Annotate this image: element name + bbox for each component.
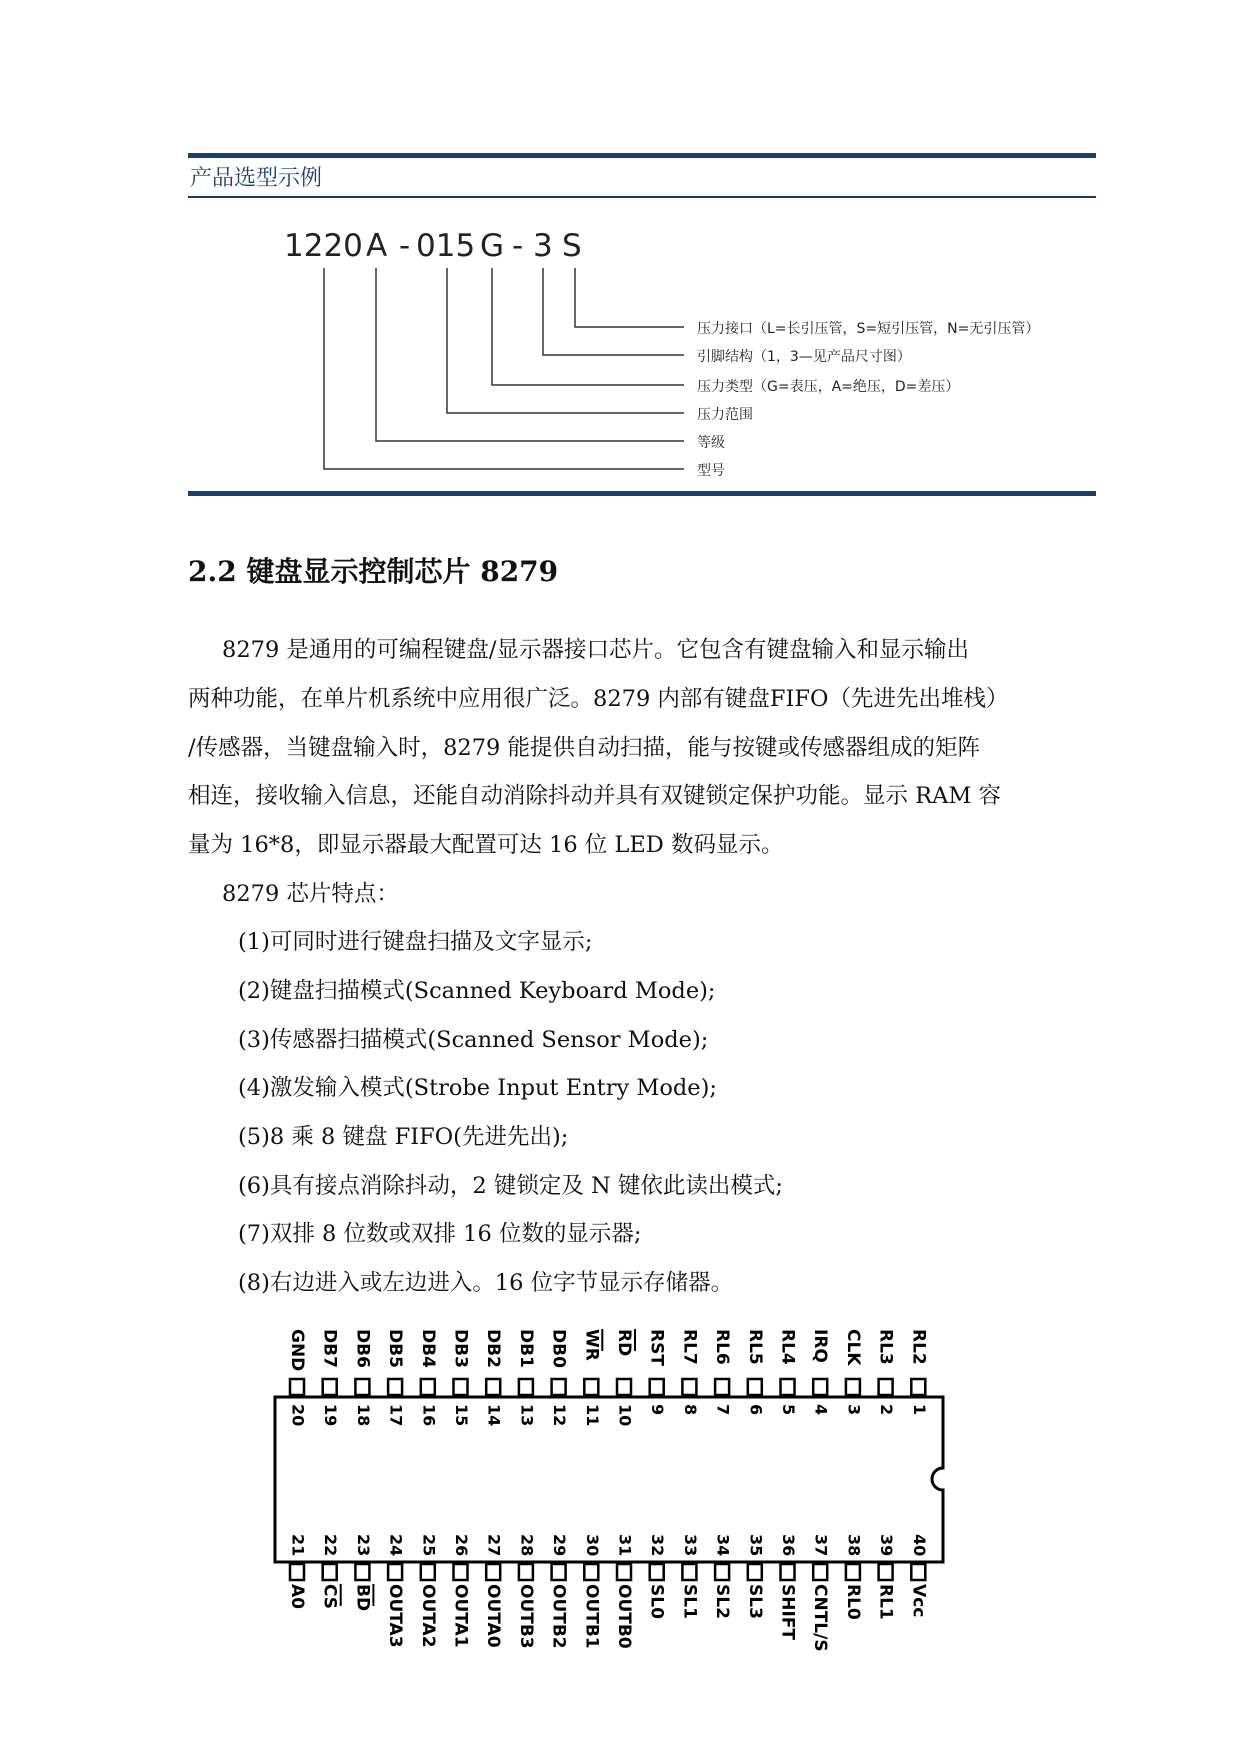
pin-box: [650, 1379, 664, 1395]
pin-name: DB0: [548, 1329, 569, 1368]
pin-number: 4: [811, 1404, 831, 1416]
chip-body: [275, 1397, 943, 1562]
pin-number: 6: [746, 1404, 766, 1416]
pin-number: 27: [484, 1534, 504, 1557]
pin-box: [355, 1379, 369, 1395]
pin-number: 20: [288, 1404, 308, 1427]
selection-title: 产品选型示例: [190, 166, 323, 191]
pin-number: 39: [877, 1534, 897, 1557]
pin-name: Vcc: [908, 1584, 929, 1618]
pin-name: DB1: [515, 1329, 536, 1368]
pin-box: [323, 1564, 337, 1580]
feature-item: (4)激发输入模式(Strobe Input Entry Mode);: [238, 1075, 717, 1101]
pin-name: OUTA0: [483, 1584, 504, 1648]
pin-number: 3: [844, 1404, 864, 1416]
code-part-pins: 3: [533, 228, 553, 264]
pin-name: OUTB1: [581, 1584, 602, 1649]
pin-number: 1: [909, 1404, 929, 1416]
code-part-port: S: [562, 228, 582, 264]
pin-name: DB4: [417, 1329, 438, 1368]
feature-item: (3)传感器扫描模式(Scanned Sensor Mode);: [238, 1027, 709, 1053]
pin-number: 13: [517, 1404, 537, 1427]
pin-name: SHIFT: [777, 1584, 798, 1641]
pin-number: 19: [321, 1404, 341, 1427]
pin-box: [519, 1564, 533, 1580]
pin-number: 23: [353, 1534, 373, 1557]
pin-name: SL3: [744, 1584, 765, 1619]
pin-name: GND: [287, 1329, 307, 1372]
pin-name: OUTB0: [614, 1584, 634, 1649]
pin-name: RL2: [908, 1329, 929, 1365]
label-pressure-port: 压力接口（L=长引压管，S=短引压管，N=无引压管）: [697, 321, 1040, 337]
pin-name: RL0: [842, 1584, 863, 1620]
pin-name: A0: [287, 1584, 307, 1609]
pin-box: [290, 1379, 304, 1395]
pin-box: [879, 1379, 893, 1395]
pin-number: 35: [746, 1534, 766, 1557]
pin-box: [781, 1379, 795, 1395]
pin-name: RL5: [744, 1329, 765, 1365]
code-part-dash: -: [399, 228, 411, 264]
pin-number: 38: [844, 1534, 864, 1557]
pin-name: RL7: [679, 1329, 700, 1365]
pin-name: OUTA3: [385, 1584, 406, 1648]
pin-box: [355, 1564, 369, 1580]
pin-box: [813, 1564, 827, 1580]
pin-box: [879, 1564, 893, 1580]
pin-name: SL2: [712, 1584, 733, 1619]
pin-number: 5: [779, 1404, 798, 1416]
pin-number: 31: [615, 1534, 635, 1557]
feature-item: (7)双排 8 位数或双排 16 位数的显示器;: [238, 1221, 642, 1247]
pin-box: [617, 1564, 631, 1580]
pin-box: [650, 1564, 664, 1580]
pin-name: OUTB2: [548, 1584, 569, 1649]
pin-number: 34: [713, 1534, 733, 1557]
pin-box: [323, 1379, 337, 1395]
paragraph-line: 相连，接收输入信息，还能自动消除抖动并具有双键锁定保护功能。显示 RAM 容: [188, 783, 1002, 809]
pin-box: [911, 1564, 925, 1580]
pin-name: RL1: [875, 1584, 896, 1620]
pin-name: CS: [319, 1584, 340, 1610]
pin-name: CNTL/S: [810, 1584, 831, 1652]
pin-box: [715, 1379, 729, 1395]
pin-box: [682, 1379, 696, 1395]
pin-box: [454, 1379, 468, 1395]
pin-box: [519, 1379, 533, 1395]
code-part-type: G: [480, 228, 505, 264]
section-heading: 2.2 键盘显示控制芯片 8279: [188, 555, 559, 588]
pin-number: 36: [779, 1534, 798, 1557]
pin-box: [715, 1564, 729, 1580]
pin-number: 21: [288, 1534, 308, 1557]
pin-box: [486, 1564, 500, 1580]
pin-box: [421, 1379, 435, 1395]
pin-number: 12: [550, 1404, 570, 1427]
pin-name: DB3: [450, 1329, 471, 1368]
pin-name: RL3: [875, 1329, 896, 1365]
code-part-dash: -: [512, 228, 524, 264]
pin-name: BD: [352, 1584, 373, 1612]
pin-box: [682, 1564, 696, 1580]
pin-box: [911, 1379, 925, 1395]
pin-name: RD: [614, 1329, 634, 1357]
feature-item: (1)可同时进行键盘扫描及文字显示;: [238, 929, 593, 955]
paragraph-line: /传感器，当键盘输入时，8279 能提供自动扫描，能与按键或传感器组成的矩阵: [188, 735, 980, 761]
pin-number: 33: [680, 1534, 700, 1557]
pin-name: OUTA1: [450, 1584, 471, 1648]
pin-box: [748, 1379, 762, 1395]
pin-number: 37: [811, 1534, 831, 1557]
pin-number: 18: [353, 1404, 373, 1427]
chip-pinout-diagram: [0, 1320, 1241, 1740]
pin-name: IRQ: [810, 1329, 831, 1363]
pin-number: 29: [550, 1534, 570, 1557]
pin-box: [290, 1564, 304, 1580]
label-model: 型号: [697, 463, 725, 479]
pin-number: 15: [452, 1404, 471, 1427]
pin-name: RL6: [712, 1329, 733, 1365]
pin-number: 26: [452, 1534, 471, 1557]
pin-name: DB6: [352, 1329, 373, 1368]
feature-item: (8)右边进入或左边进入。16 位字节显示存储器。: [238, 1270, 734, 1296]
code-part-range: 015: [416, 228, 476, 264]
pin-box: [552, 1564, 566, 1580]
pin-name: WR: [581, 1329, 602, 1361]
pin-number: 17: [386, 1404, 406, 1427]
feature-item: (6)具有接点消除抖动，2 键锁定及 N 键依此读出模式;: [238, 1173, 783, 1199]
pin-box: [617, 1379, 631, 1395]
paragraph-line: 两种功能，在单片机系统中应用很广泛。8279 内部有键盘FIFO（先进先出堆栈）: [188, 686, 1009, 712]
pin-number: 30: [582, 1534, 602, 1557]
pin-box: [486, 1379, 500, 1395]
pin-number: 9: [648, 1404, 668, 1416]
pin-box: [846, 1564, 860, 1580]
features-title: 8279 芯片特点：: [222, 881, 399, 907]
pin-box: [454, 1564, 468, 1580]
pin-number: 16: [419, 1404, 439, 1427]
pin-number: 32: [648, 1534, 668, 1557]
pin-number: 22: [321, 1534, 341, 1557]
pin-name: CLK: [842, 1329, 863, 1366]
label-pressure-type: 压力类型（G=表压，A=绝压，D=差压）: [697, 379, 960, 395]
pin-name: SL0: [646, 1584, 667, 1619]
pin-number: 10: [615, 1404, 635, 1427]
label-pin-structure: 引脚结构（1，3—见产品尺寸图）: [697, 349, 911, 365]
pin-name: RL4: [777, 1329, 798, 1365]
pin-number: 28: [517, 1534, 537, 1557]
pin-number: 11: [582, 1404, 602, 1427]
pin-box: [421, 1564, 435, 1580]
pin-name: DB5: [385, 1329, 406, 1368]
pin-name: OUTA2: [417, 1584, 438, 1648]
code-part-grade: A: [366, 228, 388, 264]
pin-box: [813, 1379, 827, 1395]
code-part-model: 1220: [284, 228, 363, 264]
pin-number: 8: [680, 1404, 700, 1416]
pin-box: [781, 1564, 795, 1580]
pin-number: 7: [713, 1404, 733, 1416]
pin-name: RST: [646, 1329, 667, 1366]
pin-number: 24: [386, 1534, 406, 1557]
pin-number: 40: [909, 1534, 929, 1557]
pin-box: [584, 1564, 598, 1580]
pin-number: 25: [419, 1534, 439, 1557]
pin-number: 2: [877, 1404, 897, 1416]
label-grade: 等级: [697, 435, 725, 451]
pin-name: SL1: [679, 1584, 700, 1619]
pin-box: [388, 1379, 402, 1395]
pin-box: [846, 1379, 860, 1395]
pin-box: [584, 1379, 598, 1395]
feature-item: (5)8 乘 8 键盘 FIFO(先进先出);: [238, 1124, 569, 1150]
paragraph-line: 8279 是通用的可编程键盘/显示器接口芯片。它包含有键盘输入和显示输出: [222, 637, 969, 663]
pin-name: DB7: [319, 1329, 340, 1368]
paragraph-line: 量为 16*8，即显示器最大配置可达 16 位 LED 数码显示。: [188, 832, 784, 858]
selection-leader-lines: [0, 0, 1241, 500]
pin-name: DB2: [483, 1329, 504, 1368]
pin-box: [388, 1564, 402, 1580]
feature-item: (2)键盘扫描模式(Scanned Keyboard Mode);: [238, 978, 716, 1004]
pin-box: [748, 1564, 762, 1580]
pin-name: OUTB3: [515, 1584, 536, 1649]
selection-bottom-rule: [188, 491, 1096, 496]
pin-box: [552, 1379, 566, 1395]
pin-number: 14: [484, 1404, 504, 1427]
label-pressure-range: 压力范围: [697, 407, 753, 423]
